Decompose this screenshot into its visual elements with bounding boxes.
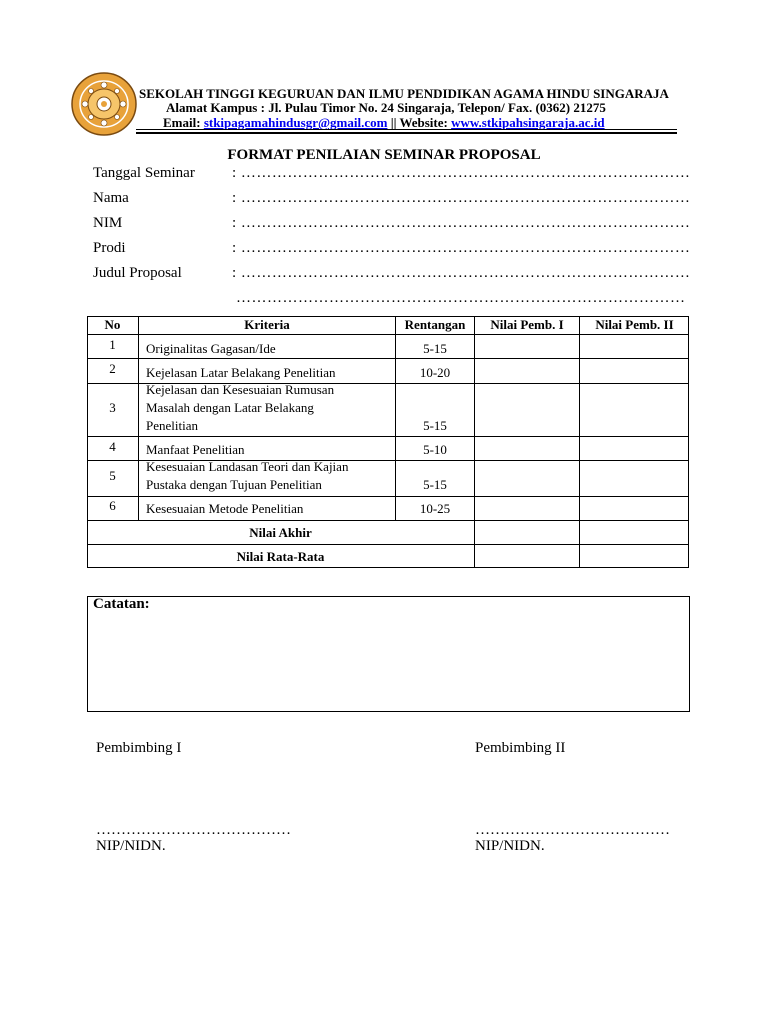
row-3-kriteria-line-2: Masalah dengan Latar Belakang xyxy=(146,400,314,415)
nilai-rata-rata-label: Nilai Rata-Rata xyxy=(236,549,325,564)
field-value-judul[interactable]: : …………………………………………………………………………… xyxy=(232,265,691,281)
form-title: FORMAT PENILAIAN SEMINAR PROPOSAL xyxy=(227,147,541,163)
pembimbing-2-nip: NIP/NIDN. xyxy=(475,838,545,854)
pembimbing-2-label: Pembimbing II xyxy=(475,740,566,756)
header-no: No xyxy=(104,317,121,332)
row-1-kriteria: Originalitas Gagasan/Ide xyxy=(146,341,276,356)
row-6-kriteria: Kesesuaian Metode Penelitian xyxy=(146,501,304,516)
field-value-nim[interactable]: : …………………………………………………………………………… xyxy=(232,215,691,231)
row-2-rentangan: 10-20 xyxy=(419,365,451,380)
catatan-box[interactable] xyxy=(87,596,690,712)
pembimbing-1-label: Pembimbing I xyxy=(96,740,182,756)
header-kriteria: Kriteria xyxy=(244,317,290,332)
row-3-kriteria-line-1: Kejelasan dan Kesesuaian Rumusan xyxy=(146,382,335,397)
header-rule xyxy=(136,129,677,130)
row-3-kriteria-line-3: Penelitian xyxy=(146,418,198,433)
row-6-nilai-pemb-1[interactable] xyxy=(475,497,579,520)
row-5-no: 5 xyxy=(109,468,116,483)
website-label: || Website: xyxy=(387,115,448,130)
catatan-label: Catatan: xyxy=(93,596,150,612)
row-3-rentangan: 5-15 xyxy=(423,418,447,433)
header-rentangan: Rentangan xyxy=(404,317,466,332)
nilai-akhir-pemb-1[interactable] xyxy=(475,521,579,544)
row-4-nilai-pemb-2[interactable] xyxy=(580,437,689,460)
website-link[interactable]: www.stkipahsingaraja.ac.id xyxy=(451,115,605,130)
row-3-nilai-pemb-2[interactable] xyxy=(580,384,689,436)
email-link[interactable]: stkipagamahindusgr@gmail.com xyxy=(203,115,388,130)
field-label-prodi: Prodi xyxy=(93,240,126,256)
row-4-no: 4 xyxy=(109,439,116,454)
institution-logo xyxy=(71,72,137,136)
row-4-kriteria: Manfaat Penelitian xyxy=(146,442,245,457)
row-5-kriteria-line-1: Kesesuaian Landasan Teori dan Kajian xyxy=(146,459,349,474)
row-1-no: 1 xyxy=(109,337,116,352)
row-1-nilai-pemb-2[interactable] xyxy=(580,335,689,358)
row-2-no: 2 xyxy=(109,361,116,376)
nilai-akhir-label: Nilai Akhir xyxy=(249,525,312,540)
row-6-nilai-pemb-2[interactable] xyxy=(580,497,689,520)
field-label-nama: Nama xyxy=(93,190,129,206)
nilai-rata-rata-value[interactable] xyxy=(475,545,689,568)
header-rule-thick xyxy=(136,132,677,134)
row-6-rentangan: 10-25 xyxy=(419,501,451,516)
row-5-nilai-pemb-1[interactable] xyxy=(475,461,579,496)
row-5-kriteria-line-2: Pustaka dengan Tujuan Penelitian xyxy=(146,477,322,492)
field-label-judul: Judul Proposal xyxy=(93,265,182,281)
field-label-tanggal: Tanggal Seminar xyxy=(93,165,195,181)
row-4-nilai-pemb-1[interactable] xyxy=(475,437,579,460)
pembimbing-1-signature-line[interactable]: ………………………………… xyxy=(96,822,291,838)
row-3-no: 3 xyxy=(109,400,116,415)
field-value-tanggal[interactable]: : …………………………………………………………………………… xyxy=(232,165,691,181)
row-5-rentangan: 5-15 xyxy=(423,477,447,492)
field-label-nim: NIM xyxy=(93,215,123,231)
assessment-table xyxy=(87,316,689,568)
row-2-kriteria: Kejelasan Latar Belakang Penelitian xyxy=(146,365,336,380)
nilai-akhir-pemb-2[interactable] xyxy=(580,521,689,544)
header-nilai-pemb-2: Nilai Pemb. II xyxy=(595,317,674,332)
email-label: Email: xyxy=(163,115,201,130)
row-2-nilai-pemb-1[interactable] xyxy=(475,359,579,383)
row-4-rentangan: 5-10 xyxy=(423,442,447,457)
row-6-no: 6 xyxy=(109,498,116,513)
pembimbing-1-nip: NIP/NIDN. xyxy=(96,838,166,854)
header-nilai-pemb-1: Nilai Pemb. I xyxy=(490,317,564,332)
institution-address: Alamat Kampus : Jl. Pulau Timor No. 24 Singaraja, Telepon/ Fax. (0362) 21275 xyxy=(166,100,606,115)
field-value-judul-continued[interactable]: …………………………………………………………………………… xyxy=(236,290,686,306)
row-3-nilai-pemb-1[interactable] xyxy=(475,384,579,436)
pembimbing-2-signature-line[interactable]: ………………………………… xyxy=(475,822,670,838)
row-1-rentangan: 5-15 xyxy=(423,341,447,356)
row-1-nilai-pemb-1[interactable] xyxy=(475,335,579,358)
field-value-prodi[interactable]: : …………………………………………………………………………… xyxy=(232,240,691,256)
field-value-nama[interactable]: : …………………………………………………………………………… xyxy=(232,190,691,206)
row-5-nilai-pemb-2[interactable] xyxy=(580,461,689,496)
row-2-nilai-pemb-2[interactable] xyxy=(580,359,689,383)
institution-name: SEKOLAH TINGGI KEGURUAN DAN ILMU PENDIDIKAN AGAMA HINDU SINGARAJA xyxy=(139,86,669,101)
